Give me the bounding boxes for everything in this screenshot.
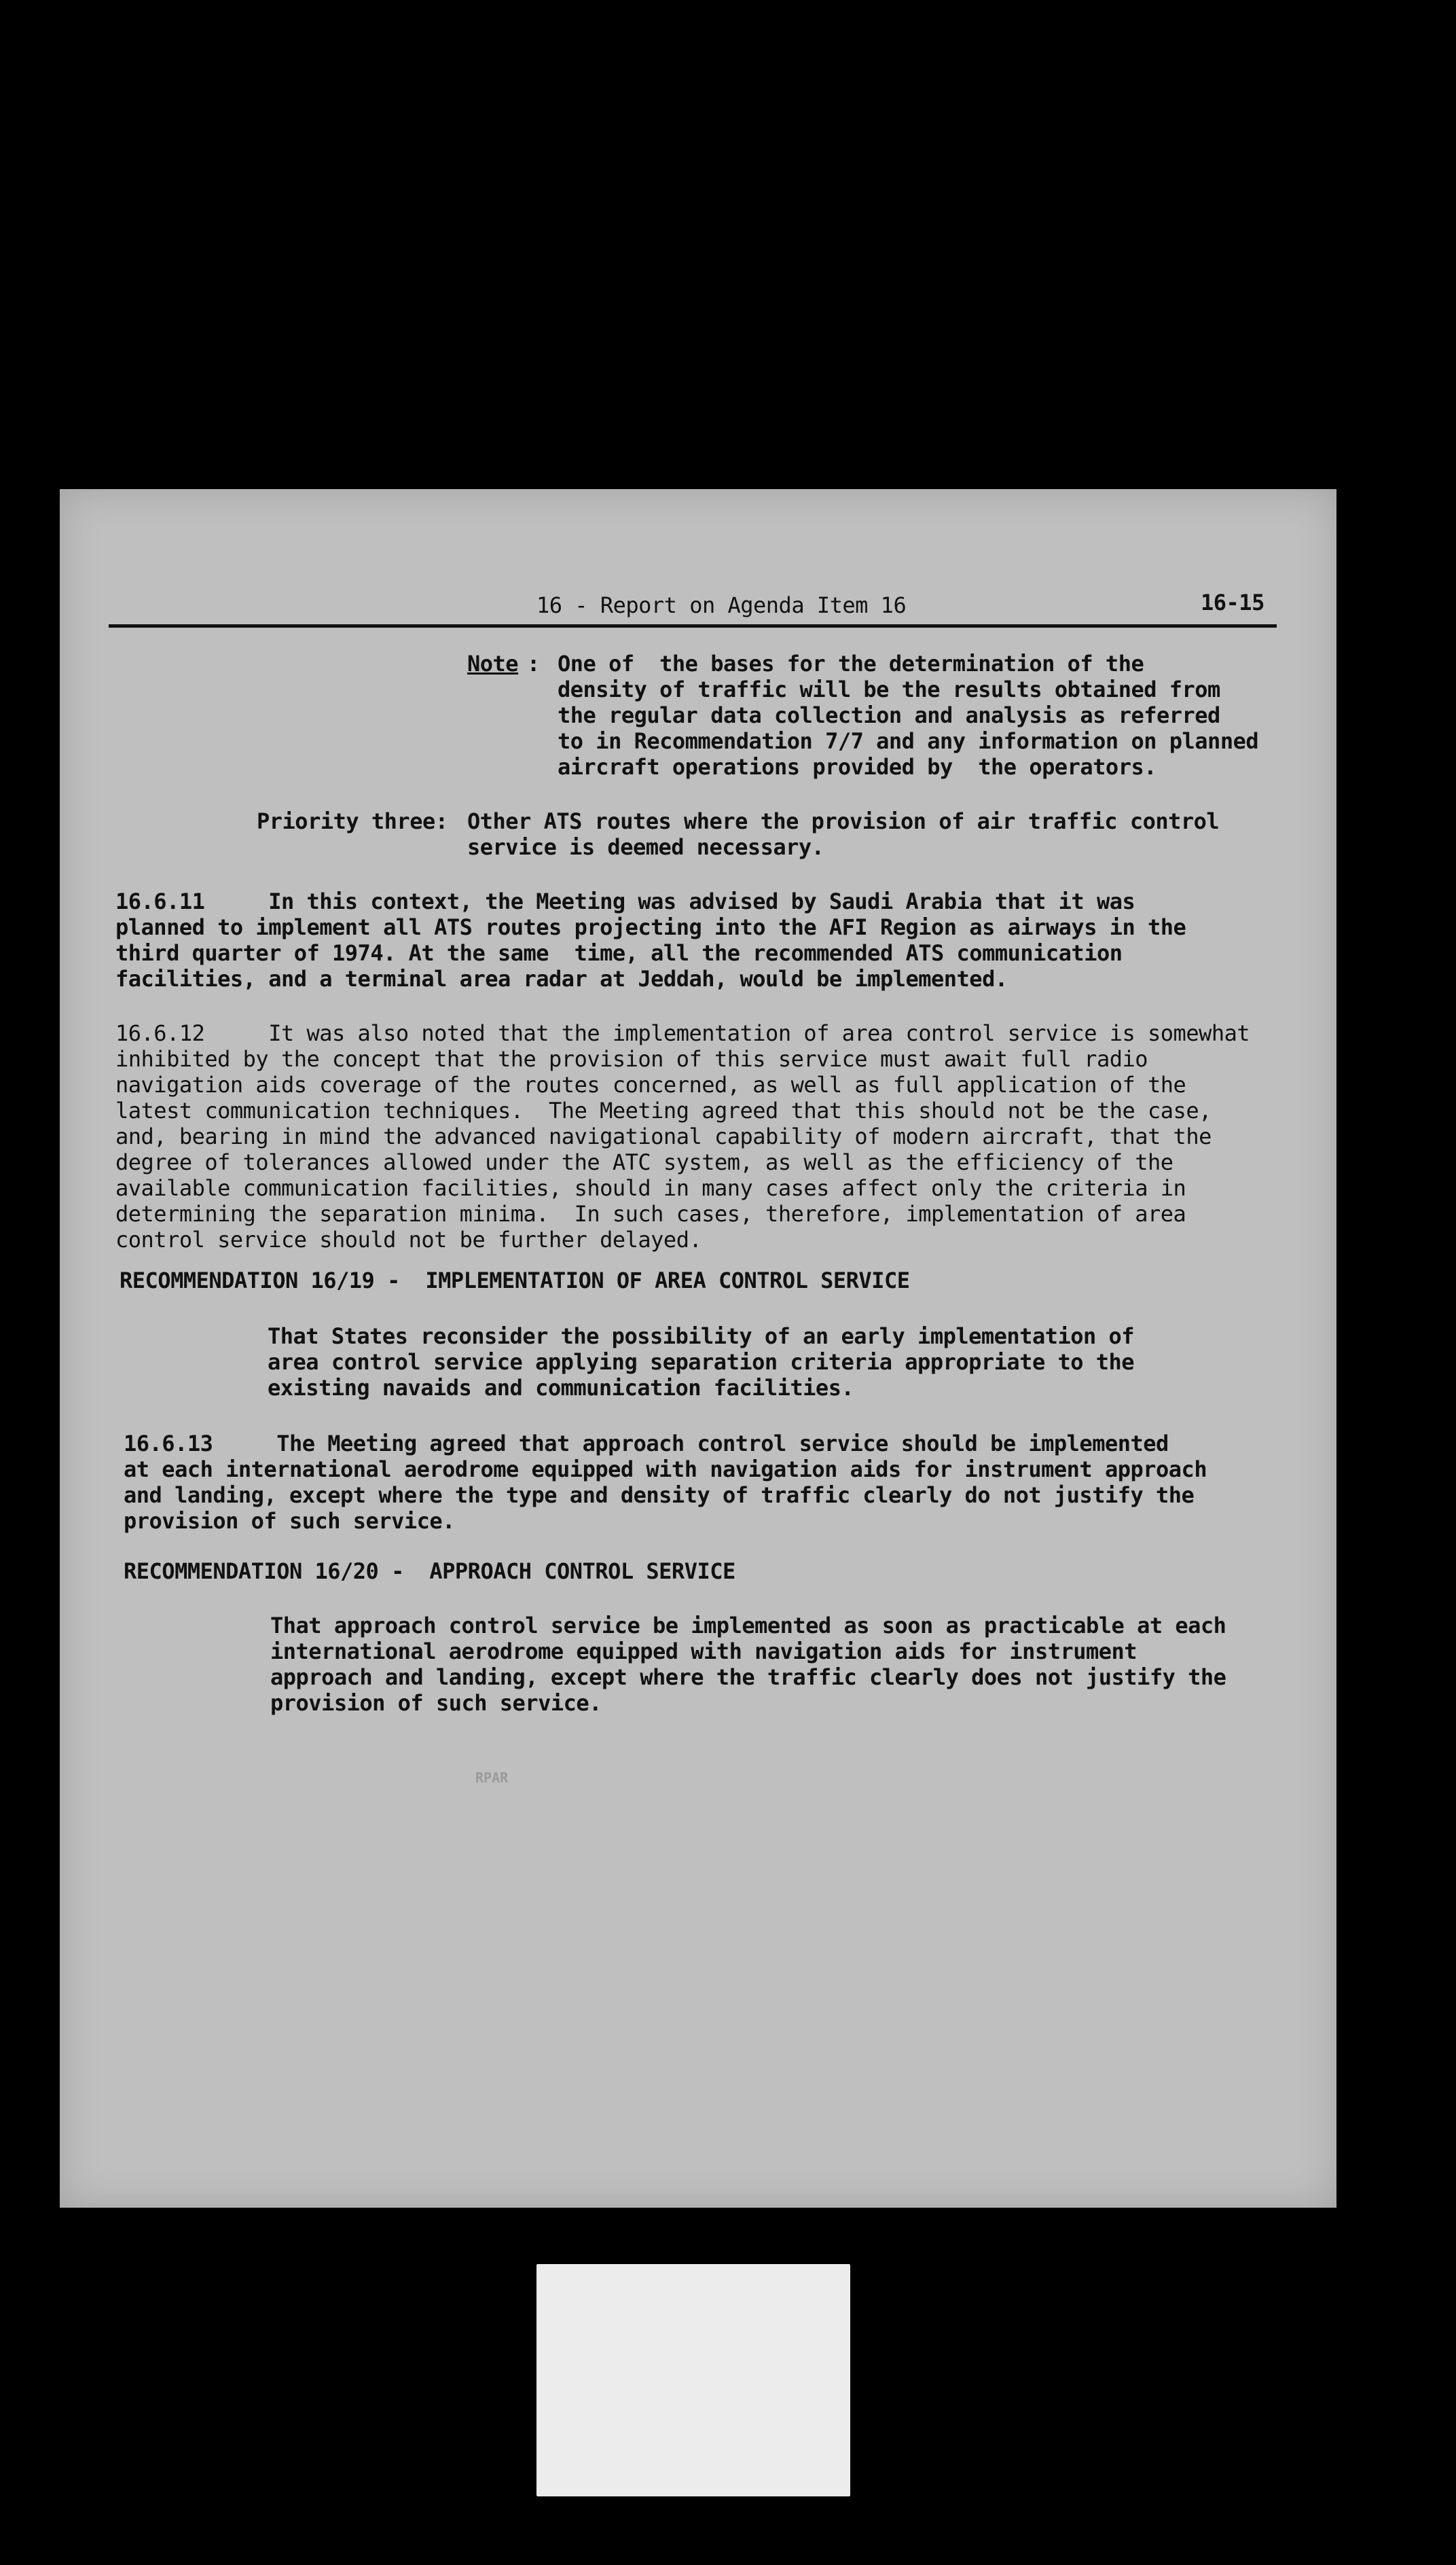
recommendation-16-19-line-1: That States reconsider the possibility of an early implementation of	[268, 1323, 1135, 1349]
para-16-6-12-line-7: available communication facilities, should in many cases affect only the criteria in	[115, 1175, 1186, 1201]
recommendation-16-20-heading: RECOMMENDATION 16/20 - APPROACH CONTROL SERVICE	[124, 1558, 735, 1584]
para-16-6-12-line-2: inhibited by the concept that the provision of this service must await full radio	[115, 1046, 1148, 1072]
recommendation-16-20-line-4: provision of such service.	[270, 1690, 602, 1716]
note-line-4: to in Recommendation 7/7 and any information on planned	[558, 728, 1259, 754]
para-16-6-12-line-6: degree of tolerances allowed under the ATC system, as well as the efficiency of the	[115, 1149, 1173, 1175]
para-16-6-12-line-1: 16.6.12 It was also noted that the implementation of area control service is somewhat	[115, 1020, 1250, 1046]
note-line-5: aircraft operations provided by the operators.	[558, 754, 1157, 780]
para-16-6-12-line-9: control service should not be further delayed.	[115, 1227, 702, 1253]
page-number: 16-15	[1201, 590, 1264, 615]
para-16-6-13-line-4: provision of such service.	[124, 1508, 455, 1534]
note-line-2: density of traffic will be the results obtained from	[558, 677, 1220, 702]
note-line-3: the regular data collection and analysis as referred	[558, 702, 1220, 728]
priority-line-2: service is deemed necessary.	[467, 834, 824, 860]
priority-label: Priority three:	[257, 808, 448, 834]
recommendation-16-20-line-3: approach and landing, except where the traffic clearly does not justify the	[270, 1664, 1226, 1690]
recommendation-16-19-line-3: existing navaids and communication facilities.	[268, 1375, 854, 1401]
page-header-title: 16 - Report on Agenda Item 16	[536, 592, 907, 618]
note-separator: :	[527, 651, 540, 677]
header-rule	[109, 624, 1277, 628]
para-16-6-11-line-1: 16.6.11 In this context, the Meeting was advised by Saudi Arabia that it was	[115, 889, 1135, 914]
para-16-6-11-line-4: facilities, and a terminal area radar at Jeddah, would be implemented.	[115, 966, 1008, 992]
para-16-6-13-line-1: 16.6.13 The Meeting agreed that approach control service should be implemented	[124, 1431, 1169, 1456]
note-label: Note	[467, 651, 519, 677]
document-page	[60, 489, 1336, 2208]
recommendation-16-19-line-2: area control service applying separation criteria appropriate to the	[268, 1349, 1135, 1375]
recommendation-16-20-line-1: That approach control service be implemented as soon as practicable at each	[270, 1613, 1226, 1638]
recommendation-16-20-line-2: international aerodrome equipped with navigation aids for instrument	[270, 1638, 1138, 1664]
note-line-1: One of the bases for the determination of the	[558, 651, 1144, 677]
para-16-6-11-line-3: third quarter of 1974. At the same time, all the recommended ATS communication	[115, 940, 1123, 966]
priority-line-1: Other ATS routes where the provision of air traffic control	[467, 808, 1220, 834]
para-16-6-13-line-2: at each international aerodrome equipped with navigation aids for instrument approach	[124, 1456, 1207, 1482]
recommendation-16-19-heading: RECOMMENDATION 16/19 - IMPLEMENTATION OF AREA CONTROL SERVICE	[120, 1268, 910, 1293]
para-16-6-13-line-3: and landing, except where the type and density of traffic clearly do not justify the	[124, 1482, 1195, 1508]
para-16-6-12-line-8: determining the separation minima. In such cases, therefore, implementation of area	[115, 1201, 1186, 1227]
para-16-6-12-line-3: navigation aids coverage of the routes concerned, as well as full application of the	[115, 1072, 1186, 1098]
faint-stamp-mark: RPAR	[475, 1770, 509, 1786]
para-16-6-12-line-5: and, bearing in mind the advanced navigational capability of modern aircraft, that the	[115, 1124, 1212, 1149]
para-16-6-12-line-4: latest communication techniques. The Meeting agreed that this should not be the case,	[115, 1098, 1212, 1124]
para-16-6-11-line-2: planned to implement all ATS routes projecting into the AFI Region as airways in the	[115, 914, 1186, 940]
blank-index-card	[536, 2264, 850, 2496]
